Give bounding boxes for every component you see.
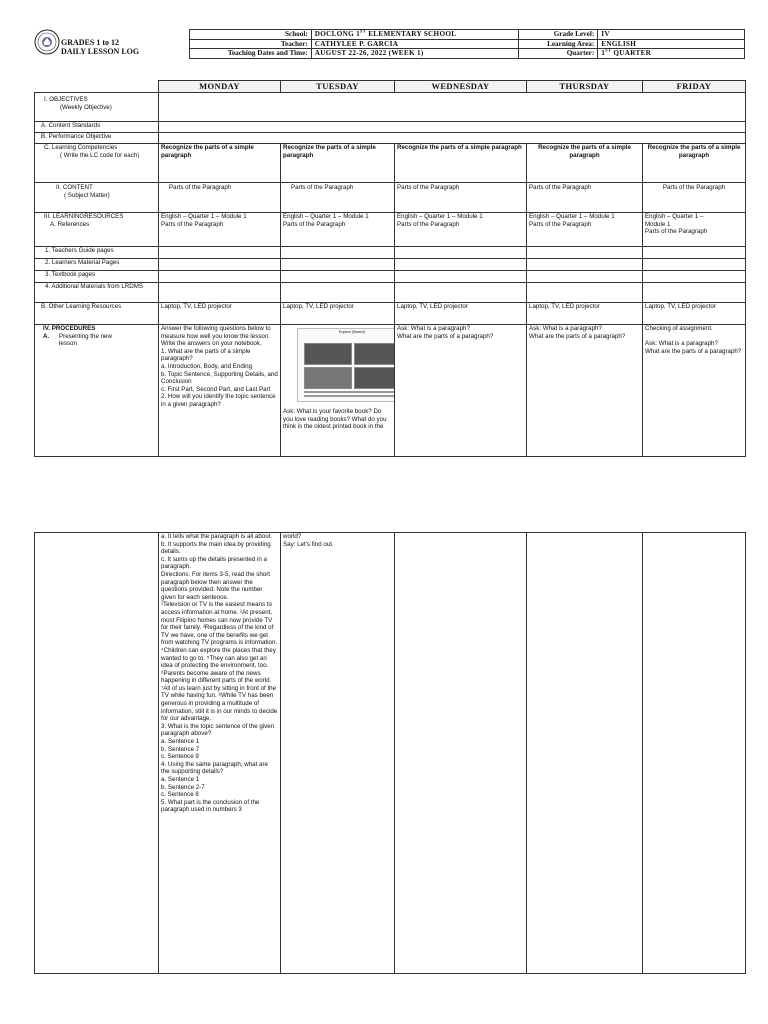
additional-materials-row <box>35 283 746 303</box>
resources-label <box>35 213 159 247</box>
continuation-friday <box>643 533 746 974</box>
competencies-title: C. Learning Competencies <box>44 144 118 151</box>
guide-pages-tuesday <box>281 247 395 259</box>
explore-picture <box>297 328 395 402</box>
other-thursday: Laptop, TV, LED projector <box>527 303 643 325</box>
competency-wednesday: Recognize the parts of a simple paragraph <box>395 144 527 183</box>
grade-level-label: Grade Level: <box>519 30 598 40</box>
content-tuesday: Parts of the Paragraph <box>281 183 395 213</box>
procedures-monday: Answer the following questions below to measure how well you know the lesson. Write the answers on your notebook. 1. What are the parts of a simple paragraph? a. Introduction, Body, and Ending b. Topic Sentence, Supporting Details, and Conclusion c. First Part, Second Part, and Last Part 2. How will you identify the topic sentence in a given paragraph? <box>159 325 281 457</box>
material-pages-label: 2. Learners Material Pages <box>35 259 159 271</box>
title-line-2: DAILY LESSON LOG <box>61 47 140 56</box>
performance-objective-label: B. Performance Objective <box>35 133 159 144</box>
performance-objective-cell <box>159 133 746 144</box>
picture-caption-line-1 <box>304 391 395 393</box>
picture-panel-3 <box>304 367 352 389</box>
days-header-row <box>35 81 746 93</box>
additional-thursday <box>527 283 643 303</box>
content-thursday: Parts of the Paragraph <box>527 183 643 213</box>
school-label: School: <box>190 30 312 40</box>
textbook-pages-monday <box>159 271 281 283</box>
objectives-sub: (Weekly Objective) <box>60 103 112 111</box>
content-standards-cell <box>159 122 746 133</box>
procedures-thursday: Ask: What is a paragraph? What are the parts of a paragraph? <box>527 325 643 457</box>
textbook-pages-thursday <box>527 271 643 283</box>
objectives-label <box>35 93 159 122</box>
picture-panel-4 <box>354 367 395 389</box>
competency-thursday: Recognize the parts of a simple paragraph <box>527 144 643 183</box>
lesson-log-table <box>34 80 746 457</box>
competency-friday: Recognize the parts of a simple paragraph <box>643 144 746 183</box>
objectives-row <box>35 93 746 122</box>
additional-friday <box>643 283 746 303</box>
continuation-wednesday <box>395 533 527 974</box>
procedures-tuesday <box>281 325 395 457</box>
picture-caption-line-2 <box>304 395 395 397</box>
performance-objective-row <box>35 133 746 144</box>
resources-tuesday: English – Quarter 1 – Module 1 Parts of the Paragraph <box>281 213 395 247</box>
learning-area-value: ENGLISH <box>598 39 745 49</box>
procedures-tuesday-text: Ask: What is your favorite book? Do you love reading books? What do you think is the oldest printed book in the <box>283 408 387 431</box>
teacher-value: CATHYLEE P. GARCIA <box>311 39 519 49</box>
other-tuesday: Laptop, TV, LED projector <box>281 303 395 325</box>
textbook-pages-label: 3. Textbook pages <box>35 271 159 283</box>
material-pages-thursday <box>527 259 643 271</box>
procedures-friday: Checking of assignment. Ask: What is a paragraph? What are the parts of a paragraph? <box>643 325 746 457</box>
other-resources-label: B. Other Learning Resources <box>35 303 159 325</box>
procedures-title-text: IV. PROCEDURES <box>43 325 96 332</box>
learning-area-label: Learning Area: <box>519 39 598 49</box>
day-tuesday: TUESDAY <box>281 81 395 93</box>
textbook-pages-tuesday <box>281 271 395 283</box>
procedures-row <box>35 325 746 457</box>
picture-panel-2 <box>354 343 395 365</box>
other-resources-row <box>35 303 746 325</box>
guide-pages-wednesday <box>395 247 527 259</box>
textbook-pages-wednesday <box>395 271 527 283</box>
picture-panel-1 <box>304 343 352 365</box>
header-info-table <box>189 29 745 59</box>
document-title <box>61 38 139 56</box>
procedures-title <box>37 325 156 333</box>
teacher-label: Teacher: <box>190 39 312 49</box>
content-sub: ( Subject Matter) <box>64 191 110 199</box>
additional-wednesday <box>395 283 527 303</box>
textbook-pages-friday <box>643 271 746 283</box>
guide-pages-monday <box>159 247 281 259</box>
title-line-1: GRADES 1 to 12 <box>61 38 120 47</box>
continuation-label <box>35 533 159 974</box>
guide-pages-row <box>35 247 746 259</box>
material-pages-monday <box>159 259 281 271</box>
procedures-label <box>35 325 159 457</box>
resources-thursday: English – Quarter 1 – Module 1 Parts of the Paragraph <box>527 213 643 247</box>
grade-level-value: IV <box>598 30 745 40</box>
resources-row <box>35 213 746 247</box>
competency-monday: Recognize the parts of a simple paragraph <box>159 144 281 183</box>
resources-friday: English – Quarter 1 – Module 1 Parts of the Paragraph <box>643 213 746 247</box>
guide-pages-label: 1. Teachers Guide pages <box>35 247 159 259</box>
additional-tuesday <box>281 283 395 303</box>
continuation-row <box>35 533 746 974</box>
deped-seal-icon <box>34 29 60 55</box>
content-title: II. CONTENT <box>56 184 93 191</box>
teacher-row <box>190 39 745 49</box>
dates-label: Teaching Dates and Time: <box>190 49 312 59</box>
competencies-sub: ( Write the LC code for each) <box>60 151 140 159</box>
guide-pages-friday <box>643 247 746 259</box>
content-wednesday: Parts of the Paragraph <box>395 183 527 213</box>
guide-pages-thursday <box>527 247 643 259</box>
school-value: DOCLONG 1ST ELEMENTARY SCHOOL <box>311 30 519 40</box>
explore-picture-title: Explore (Search) <box>338 330 366 334</box>
objectives-cell <box>159 93 746 122</box>
continuation-tuesday: world? Say: Let's find out. <box>281 533 395 974</box>
procedures-sub <box>37 333 156 348</box>
resources-monday: English – Quarter 1 – Module 1 Parts of the Paragraph <box>159 213 281 247</box>
material-pages-tuesday <box>281 259 395 271</box>
page-header <box>34 29 745 63</box>
content-monday: Parts of the Paragraph <box>159 183 281 213</box>
dates-value: AUGUST 22-26, 2022 (WEEK 1) <box>311 49 519 59</box>
additional-materials-label: 4. Additional Materials from LRDMS <box>35 283 159 303</box>
resources-sub: A. References <box>50 220 90 228</box>
resources-wednesday: English – Quarter 1 – Module 1 Parts of the Paragraph <box>395 213 527 247</box>
content-friday: Parts of the Paragraph <box>643 183 746 213</box>
procedures-wednesday: Ask: What is a paragraph? What are the parts of a paragraph? <box>395 325 527 457</box>
competencies-label <box>35 144 159 183</box>
content-row <box>35 183 746 213</box>
content-standards-label: A. Content Standards <box>35 122 159 133</box>
day-monday: MONDAY <box>159 81 281 93</box>
continuation-monday: a. It tells what the paragraph is all about. b. It supports the main idea by providing details. c. It sums up the details presented in a paragraph. Directions: For items 3-5, read the short paragraph below then answer the questions provided. Note the number given for each sentence. ¹Television or TV is the easiest means to access information at home. ²At present, most Filipino homes can now provide TV for their family. ³Regardless of the kind of TV we have, one of the benefits we get from watching TV programs is information. ⁴Children can explore the places that they wanted to go to. ⁵They can also get an idea of protecting the environment, too. ⁶Parents become aware of the news happening in different parts of the world. ⁷All of us learn just by sitting in front of the TV while having fun. ⁸While TV has been generous in providing a multitude of information, still it is in our minds to decide for our advantage. 3. What is the topic sentence of the given paragraph above? a. Sentence 1 b. Sentence 7 c. Sentence 9 4. Using the same paragraph, what are the supporting details? a. Sentence 1 b. Sentence 2-7 c. Sentence 8 5. What part is the conclusion of the paragraph used in numbers 3 <box>159 533 281 974</box>
day-friday: FRIDAY <box>643 81 746 93</box>
lesson-log-continuation-table <box>34 532 746 974</box>
content-standards-row <box>35 122 746 133</box>
competency-tuesday: Recognize the parts of a simple paragraph <box>281 144 395 183</box>
corner-cell <box>35 81 159 93</box>
procedures-sub-letter: A. <box>43 332 50 340</box>
material-pages-row <box>35 259 746 271</box>
quarter-label: Quarter: <box>519 49 598 59</box>
continuation-thursday <box>527 533 643 974</box>
material-pages-wednesday <box>395 259 527 271</box>
procedures-sub-text: Presenting the new lesson <box>59 332 112 348</box>
quarter-value: 1ST QUARTER <box>598 49 745 59</box>
additional-monday <box>159 283 281 303</box>
day-wednesday: WEDNESDAY <box>395 81 527 93</box>
textbook-pages-row <box>35 271 746 283</box>
material-pages-friday <box>643 259 746 271</box>
resources-title: III. LEARNINGRESOURCES <box>44 213 124 220</box>
day-thursday: THURSDAY <box>527 81 643 93</box>
other-monday: Laptop, TV, LED projector <box>159 303 281 325</box>
dates-row <box>190 49 745 59</box>
other-friday: Laptop, TV, LED projector <box>643 303 746 325</box>
competencies-row <box>35 144 746 183</box>
content-label <box>35 183 159 213</box>
objectives-title: I. OBJECTIVES <box>44 96 88 103</box>
school-row <box>190 30 745 40</box>
other-wednesday: Laptop, TV, LED projector <box>395 303 527 325</box>
